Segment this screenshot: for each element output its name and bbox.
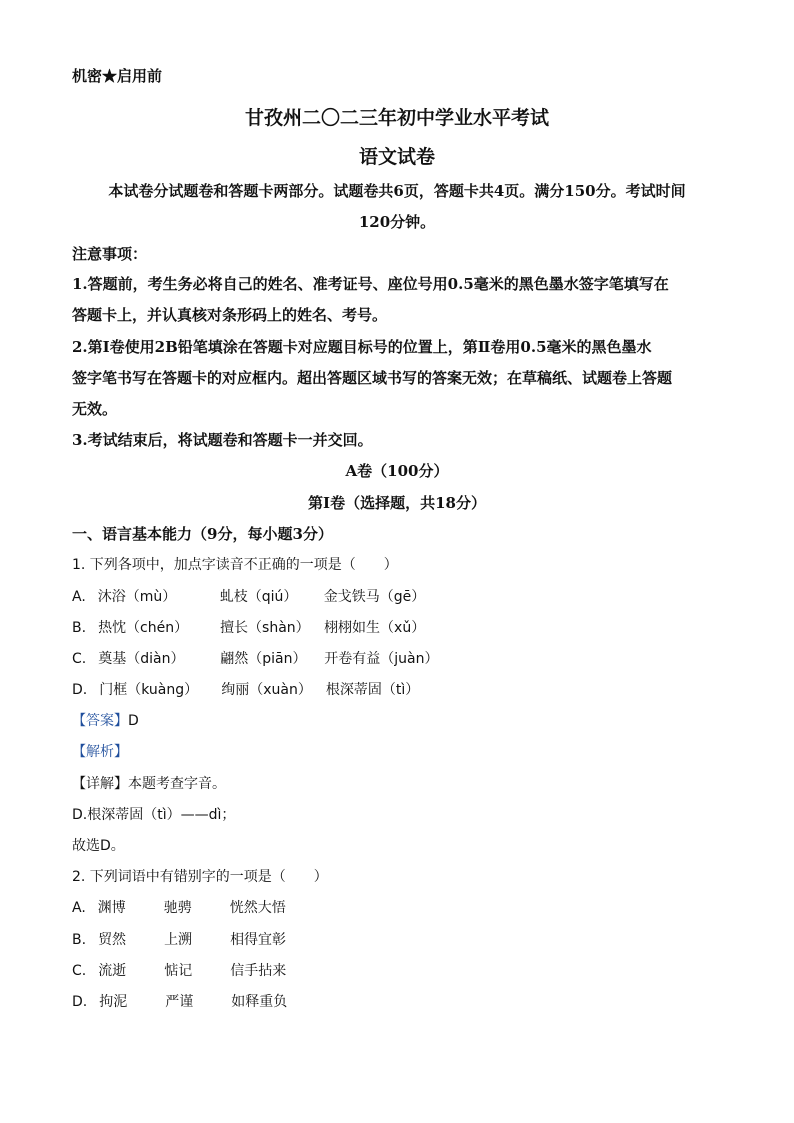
option-word-3: 金戈铁马（gē）: [323, 589, 426, 605]
option-letter: C.: [72, 651, 87, 667]
option-letter: D.: [72, 994, 88, 1010]
option-word-3: 如释重负: [231, 994, 288, 1010]
option-letter: B.: [72, 932, 87, 948]
option-word-1: 流逝: [98, 963, 127, 979]
option-word-3: 信手拈来: [230, 963, 287, 979]
option-word-2: 严谨: [165, 994, 194, 1010]
note-2-line-1: 2.第Ⅰ卷使用2B铅笔填涂在答题卡对应题目标号的位置上，第Ⅱ卷用0.5毫米的黑色墨水: [72, 338, 652, 356]
q1-option-c: [72, 649, 452, 669]
q2-option-d: [72, 992, 301, 1012]
explanation-line: D.根深蒂固（tì）——dì；: [72, 807, 236, 823]
q1-option-d: [72, 680, 433, 700]
note-1-line-2: 答题卡上，并认真核对条形码上的姓名、考号。: [72, 306, 388, 324]
intro-line-2: 120分钟。: [358, 213, 436, 231]
option-letter: A.: [72, 900, 86, 916]
option-word-2: 绚丽（xuàn）: [221, 682, 312, 698]
option-word-2: 虬枝（qiú）: [219, 589, 298, 605]
note-2-line-3: 无效。: [72, 400, 118, 418]
option-word-3: 相得宜彰: [230, 932, 287, 948]
volume-a-heading: A卷（100分）: [345, 462, 449, 480]
option-word-3: 栩栩如生（xǔ）: [324, 620, 426, 636]
detail-tag: 【详解】: [72, 776, 128, 792]
q2-option-b: [72, 930, 300, 950]
option-letter: A.: [72, 589, 86, 605]
intro-line-1: 本试卷分试题卷和答题卡两部分。试题卷共6页，答题卡共4页。满分150分。考试时间: [108, 182, 686, 200]
notes-heading: 注意事项：: [72, 245, 148, 263]
detail-line: [72, 774, 226, 794]
note-3: 3.考试结束后，将试题卷和答题卡一并交回。: [72, 431, 373, 449]
conclusion-line: 故选D。: [72, 838, 125, 854]
option-word-1: 拘泥: [99, 994, 128, 1010]
option-word-2: 翩然（piān）: [220, 651, 307, 667]
q1-option-b: [72, 618, 439, 638]
option-word-2: 上溯: [164, 932, 193, 948]
note-2-line-2: 签字笔书写在答题卡的对应框内。超出答题区域书写的答案无效；在草稿纸、试题卷上答题: [72, 369, 673, 387]
option-word-3: 开卷有益（juàn）: [324, 651, 439, 667]
option-word-3: 恍然大悟: [229, 900, 286, 916]
subject-title: 语文试卷: [358, 146, 435, 168]
option-word-1: 渊博: [97, 900, 126, 916]
option-word-1: 沐浴（mù）: [97, 589, 177, 605]
answer-line: [72, 711, 139, 731]
option-word-1: 门框（kuàng）: [99, 682, 199, 698]
option-word-2: 驰骋: [163, 900, 192, 916]
exam-title: 甘孜州二〇二三年初中学业水平考试: [244, 107, 549, 129]
option-word-3: 根深蒂固（tì）: [325, 682, 420, 698]
q2-option-c: [72, 961, 300, 981]
part-one-heading: 第Ⅰ卷（选择题，共18分）: [308, 494, 486, 512]
analysis-tag: 【解析】: [72, 744, 128, 760]
option-letter: D.: [72, 682, 88, 698]
option-letter: B.: [72, 620, 87, 636]
answer-tag: 【答案】: [72, 713, 128, 729]
option-word-2: 惦记: [164, 963, 193, 979]
note-1-line-1: 1.答题前，考生务必将自己的姓名、准考证号、座位号用0.5毫米的黑色墨水签字笔填写在: [72, 275, 669, 293]
option-letter: C.: [72, 963, 87, 979]
q2-option-a: [72, 898, 300, 918]
question-2-stem: 2. 下列词语中有错别字的一项是（ ）: [72, 869, 328, 885]
confidential-label: 机密★启用前: [72, 67, 163, 85]
detail-text: 本题考查字音。: [128, 776, 226, 792]
question-1-stem: 1. 下列各项中，加点字读音不正确的一项是（ ）: [72, 557, 398, 573]
option-word-1: 热忱（chén）: [98, 620, 189, 636]
answer-value: D: [128, 713, 139, 729]
option-word-1: 贸然: [98, 932, 127, 948]
q1-option-a: [72, 587, 439, 607]
option-word-2: 擅长（shàn）: [220, 620, 310, 636]
group-one-heading: 一、语言基本能力（9分，每小题3分）: [72, 525, 333, 543]
option-word-1: 奠基（diàn）: [98, 651, 185, 667]
